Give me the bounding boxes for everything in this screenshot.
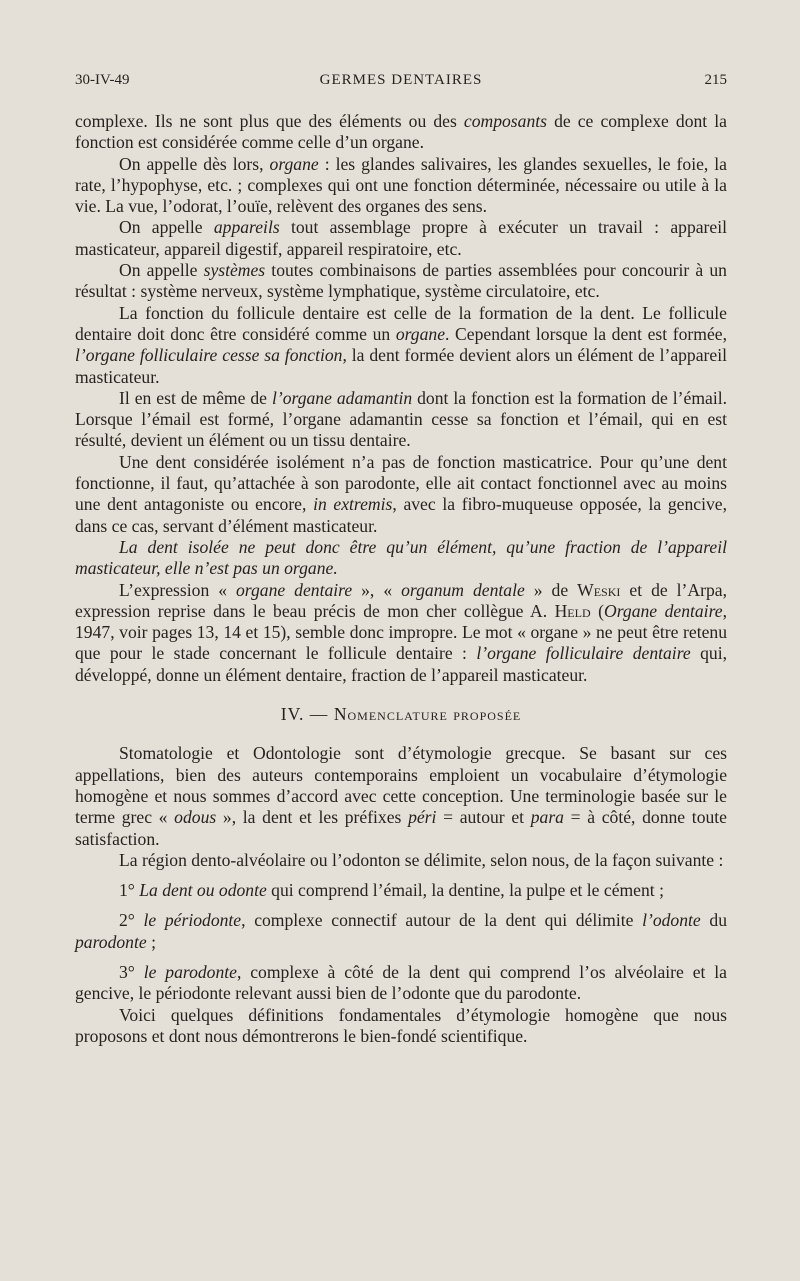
- header-date: 30-IV-49: [75, 72, 130, 88]
- page-number: 215: [704, 72, 727, 88]
- list-item-odonte: 1° La dent ou odonte qui comprend l’émail, la dentine, la pulpe et le cément ;: [119, 880, 664, 901]
- header-title: GERMES DENTAIRES: [319, 72, 483, 88]
- paragraph-conclusion-italic: La dent isolée ne peut donc être qu’un élément, qu’une fraction de l’appareil masticateur, elle n’est pas un organe.: [75, 536, 727, 579]
- paragraph-dent-isolee: Une dent considérée isolément n’a pas de fonction masticatrice. Pour qu’une dent fonctionne, il faut, qu’attachée à son parodonte, elle ait contact fonctionnel avec au moins une dent antagoniste ou encore, in extremis, avec la fibro-muqueuse opposée, la gencive, dans ce cas, servant d’élément masticateur.: [75, 451, 727, 536]
- paragraph-organe: On appelle dès lors, organe : les glandes salivaires, les glandes sexuelles, le foie, la rate, l’hypophyse, etc. ; complexes qui ont une fonction déterminée, nécessaire ou utile à la vie. La vue, l’odorat, l’ouïe, relèvent des organes des sens.: [75, 153, 727, 217]
- paragraph-systemes: On appelle systèmes toutes combinaisons de parties assemblées pour concourir à un résultat : système nerveux, système lymphatique, système circulatoire, etc.: [75, 260, 727, 302]
- paragraph-appareils: On appelle appareils tout assemblage propre à exécuter un travail : appareil masticateur, appareil digestif, appareil respiratoire, etc.: [75, 217, 727, 259]
- list-item-periodonte: 2° le périodonte, complexe connectif autour de la dent qui délimite l’odonte du parodonte ;: [75, 910, 727, 952]
- paragraph-1: complexe. Ils ne sont plus que des éléments ou des composants de ce complexe dont la fonction est considérée comme celle d’un organe.: [75, 111, 727, 153]
- paragraph-definitions: Voici quelques définitions fondamentales d’étymologie homogène que nous proposons et dont nous démontrerons le bien-fondé scientifique.: [75, 1004, 727, 1046]
- paragraph-etymologie: Stomatologie et Odontologie sont d’étymologie grecque. Se basant sur ces appellations, bien des auteurs contemporains emploient un vocabulaire d’étymologie homogène et nous sommes d’accord avec cette conception. Une terminologie basée sur le terme grec « odous », la dent et les préfixes péri = autour et para = à côté, donne toute satisfaction.: [75, 743, 727, 849]
- paragraph-expression: L’expression « organe dentaire », « organum dentale » de Weski et de l’Arpa, expression reprise dans le beau précis de mon cher collègue A. Held (Organe dentaire, 1947, voir pages 13, 14 et 15), semble donc impropre. Le mot « organe » ne peut être retenu que pour le stade concernant le follicule dentaire : l’organe folliculaire dentaire qui, développé, donne un élément dentaire, fraction de l’appareil masticateur.: [75, 579, 728, 685]
- page-body: [75, 111, 727, 1047]
- list-item-parodonte: 3° le parodonte, complexe à côté de la dent qui comprend l’os alvéolaire et la gencive, le périodonte relevant aussi bien de l’odonte que du parodonte.: [75, 961, 727, 1004]
- paragraph-follicule: La fonction du follicule dentaire est celle de la formation de la dent. Le follicule dentaire doit donc être considéré comme un organe. Cependant lorsque la dent est formée, l’organe folliculaire cesse sa fonction, la dent formée devient alors un élément de l’appareil masticateur.: [75, 302, 727, 387]
- running-header: [75, 72, 727, 92]
- section-heading: IV. — Nomenclature proposée: [280, 704, 522, 725]
- paragraph-region: La région dento-alvéolaire ou l’odonton se délimite, selon nous, de la façon suivante :: [119, 849, 724, 870]
- paragraph-adamantin: Il en est de même de l’organe adamantin dont la fonction est la formation de l’émail. Lorsque l’émail est formé, l’organe adamantin cesse sa fonction et l’émail, qui en est résulté, devient un élément ou un tissu dentaire.: [75, 387, 727, 451]
